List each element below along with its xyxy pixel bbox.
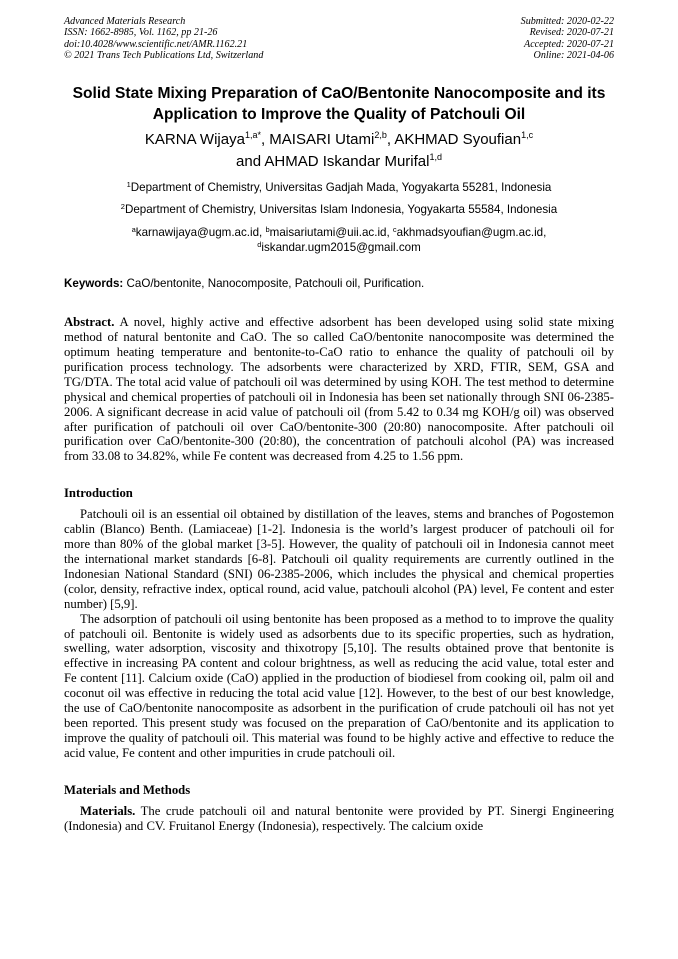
author-name: MAISARI Utami — [269, 131, 375, 149]
abstract-label: Abstract. — [64, 315, 115, 330]
email-b: maisariutami@uii.ac.id, — [269, 226, 393, 240]
affiliation-mark: 1 — [126, 180, 131, 190]
email-d: iskandar.ugm2015@gmail.com — [261, 241, 421, 255]
author-name: AKHMAD Syoufian — [394, 131, 522, 149]
author-list — [64, 129, 614, 173]
email-line-2 — [64, 240, 614, 255]
accepted-date: Accepted: 2020-07-21 — [524, 38, 614, 50]
journal-header — [64, 16, 614, 61]
author-affil-mark: 1,c — [521, 130, 534, 141]
affiliation-1 — [64, 181, 614, 195]
materials-paragraph — [64, 804, 614, 834]
author-line-1 — [64, 129, 614, 151]
title-line-2: Application to Improve the Quality of Patchouli Oil — [152, 106, 526, 124]
author-separator: , — [386, 131, 395, 149]
author-affil-mark: 1,a* — [244, 130, 261, 141]
methods-heading: Materials and Methods — [64, 782, 191, 797]
revised-date: Revised: 2020-07-21 — [529, 27, 614, 39]
affiliation-text: Department of Chemistry, Universitas Gadjah Mada, Yogyakarta 55281, Indonesia — [130, 181, 552, 195]
doi-line: doi:10.4028/www.scientific.net/AMR.1162.21 — [64, 38, 248, 50]
title-line-1: Solid State Mixing Preparation of CaO/Bentonite Nanocomposite and its — [72, 85, 606, 103]
abstract-text: A novel, highly active and effective adsorbent has been developed using solid state mixing method of natural bentonite and CaO. The so called CaO/bentonite nanocomposite was determined the optimum heating temperature and bentonite-to-CaO ratio to enhance the quality of patchouli oil by purification process technology. The adsorbents were characterized by XRD, FTIR, SEM, GSA and TG/DTA. The total acid value of patchouli oil was determined by using KOH. The test method to determine physical and chemical properties of patchouli oil in Indonesia has been set nationally through SNI 06-2385-2006. A significant decrease in acid value of patchouli oil (from 5.42 to 0.34 mg KOH/g oil) was observed after purification of patchouli oil over CaO/bentonite-300 (20:80) nanocomposite. After patchouli oil purification over CaO/bentonite-300 (20:80), the concentration of patchouli alcohol (PA) was increased from 33.08 to 34.82%, while Fe content was decreased from 4.25 to 1.56 ppm. — [64, 315, 614, 464]
keywords — [64, 277, 614, 291]
issn-line: ISSN: 1662-8985, Vol. 1162, pp 21-26 — [64, 27, 218, 39]
email-line-1 — [64, 225, 614, 240]
materials-text: The crude patchouli oil and natural bentonite were provided by PT. Sinergi Engineering (Indonesia) and CV. Fruitanol Energy (Indonesia), respectively. The calcium oxide — [64, 803, 614, 833]
introduction-paragraph-2: The adsorption of patchouli oil using bentonite has been proposed as a method to to improve the quality of patchouli oil. Bentonite is widely used as adsorbents due to its specific properties, such as hydration, swelling, water adsorption, viscosity and thixotropy [5,10]. The results obtained prove that bentonite is effective in increasing PA content and colour brightness, as well as reducing the acid value, total ester and Fe content [11]. Calcium oxide (CaO) applied in the production of biodiesel from cooking oil, palm oil and coconut oil was effective in reducing the total acid value [12]. However, to the best of our best knowledge, the use of CaO/bentonite nanocomposite as adsorbent in the purification of crude patchouli oil has not yet been reported. This present study was focused on the preparation of CaO/bentonite and its application to improve the quality of patchouli oil. This material was found to be highly active and effective to reduce the acid value, Fe content and other impurities in crude patchouli oil. — [64, 611, 614, 760]
affiliation-text: Department of Chemistry, Universitas Islam Indonesia, Yogyakarta 55584, Indonesia — [124, 203, 558, 217]
email-mark: a — [131, 225, 136, 235]
author-line-2 — [64, 151, 614, 173]
author-name: AHMAD Iskandar Murifal — [264, 153, 430, 171]
email-mark: c — [392, 225, 397, 235]
journal-name: Advanced Materials Research — [64, 16, 186, 27]
affiliation-2 — [64, 203, 614, 217]
affiliation-mark: 2 — [120, 202, 125, 212]
email-mark: d — [257, 240, 262, 250]
submitted-date: Submitted: 2020-02-22 — [520, 16, 614, 27]
publication-dates — [521, 16, 614, 61]
abstract — [64, 315, 614, 464]
author-separator: , — [260, 131, 270, 149]
author-conjunction: and — [236, 153, 265, 171]
email-c: akhmadsyoufian@ugm.ac.id, — [396, 226, 547, 240]
author-affil-mark: 1,d — [429, 152, 442, 163]
materials-label: Materials. — [80, 803, 136, 818]
keywords-text: CaO/bentonite, Nanocomposite, Patchouli oil, Purification. — [123, 277, 425, 291]
author-emails — [64, 225, 614, 255]
keywords-label: Keywords: — [64, 277, 124, 291]
introduction-paragraph-1: Patchouli oil is an essential oil obtained by distillation of the leaves, stems and branches of Pogostemon cablin (Blanco) Benth. (Lamiaceae) [1-2]. Indonesia is the world’s largest producer of patchouli oil for more than 80% of the global market [3-5]. However, the quality of patchouli oil in Indonesia cannot meet the international market standards [6-8]. Patchouli oil quality requirements are currently outlined in the Indonesian National Standard (SNI) 06-2385-2006, which includes the physical and chemical properties (color, density, refractive index, optical round, acid value, patchouli alcohol (PA) level, Fe content and ester number) [5,9]. — [64, 507, 614, 611]
online-date: Online: 2021-04-06 — [533, 49, 614, 61]
email-a: karnawijaya@ugm.ac.id, — [135, 226, 266, 240]
author-affil-mark: 2,b — [374, 130, 387, 141]
introduction-heading: Introduction — [64, 486, 133, 501]
journal-info — [64, 16, 263, 61]
author-name: KARNA Wijaya — [144, 131, 245, 149]
email-mark: b — [265, 225, 270, 235]
paper-title — [64, 83, 614, 125]
copyright-line: © 2021 Trans Tech Publications Ltd, Switzerland — [64, 49, 264, 61]
